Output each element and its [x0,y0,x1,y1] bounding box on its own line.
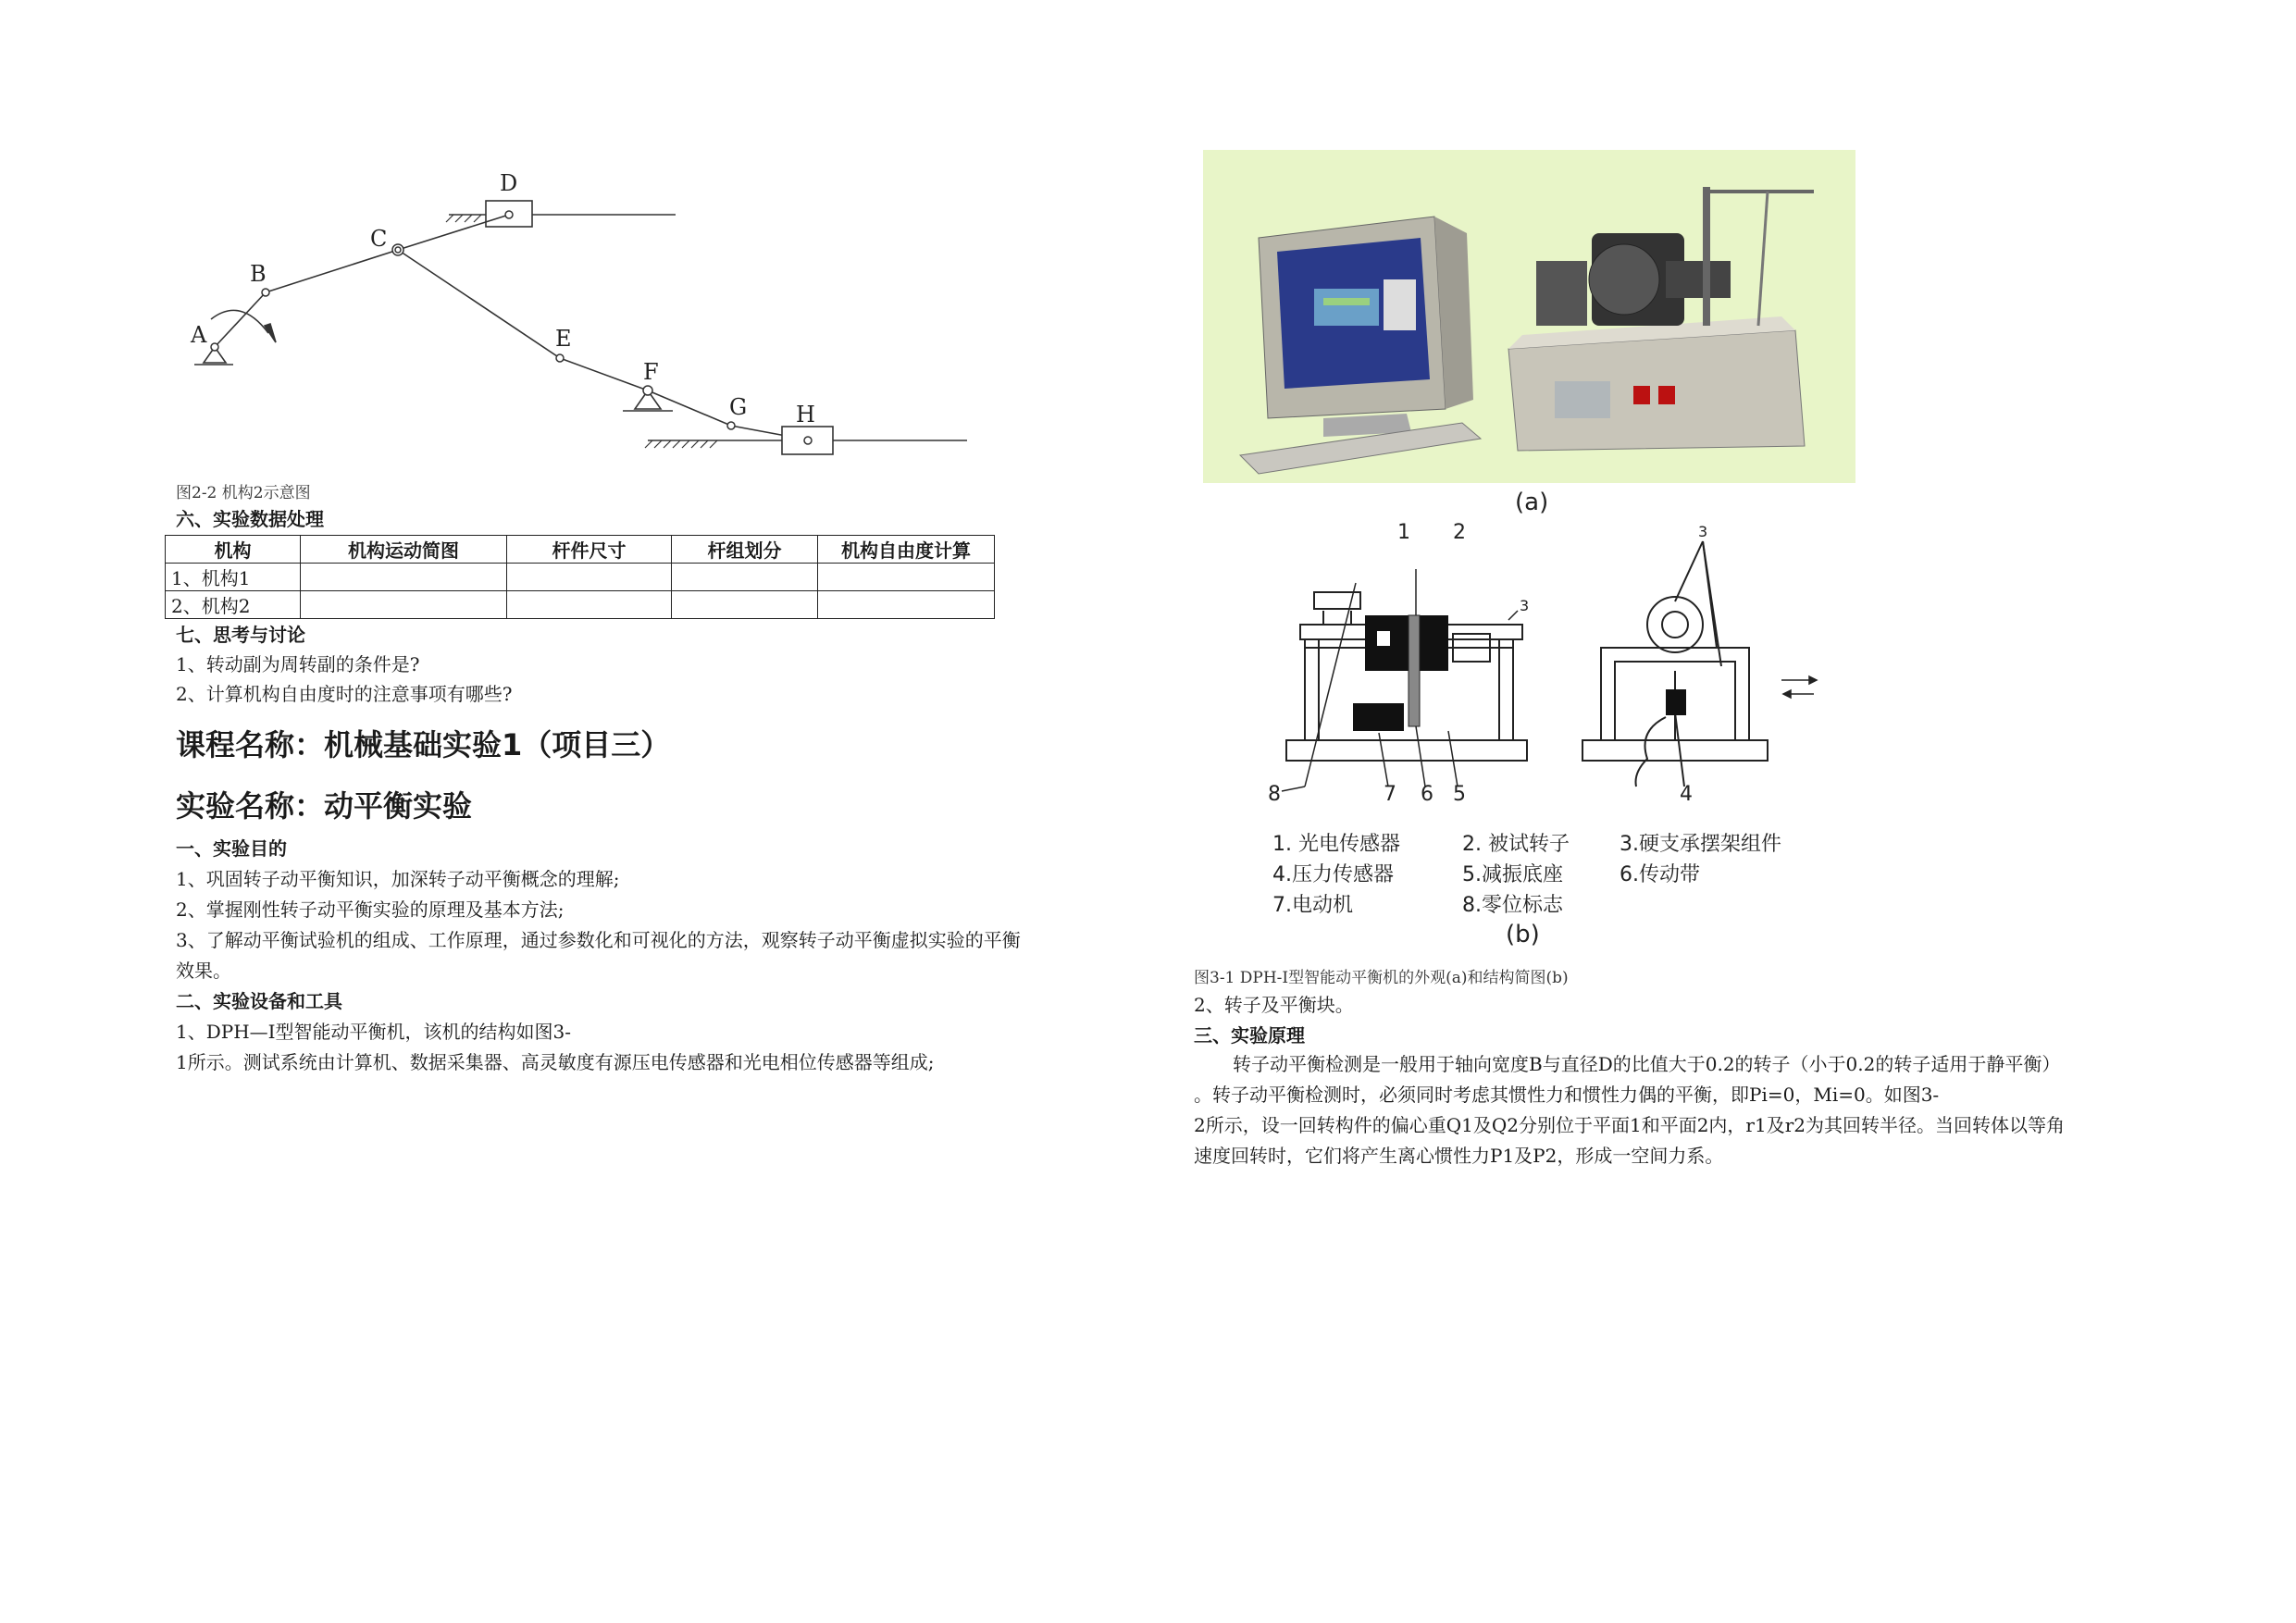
struct-num-3b: 3 [1698,523,1708,540]
struct-num-8: 8 [1268,783,1281,806]
label-E: E [555,326,572,352]
label-G: G [729,394,748,420]
question-2: 2、计算机构自由度时的注意事项有哪些? [176,683,513,705]
label-C: C [370,226,388,252]
table-cell: 2、机构2 [166,591,301,619]
structure-diagram [1268,518,1842,814]
label-D: D [500,170,518,196]
table-row [166,591,995,619]
table-header: 机构运动简图 [301,536,507,564]
section6-title: 六、实验数据处理 [176,508,324,530]
label-A: A [191,322,207,348]
legend-item: 3.硬支承摆架组件 [1620,833,1781,856]
sec3-title: 三、实验原理 [1194,1024,1305,1047]
sec2-line-2: 1所示。测试系统由计算机、数据采集器、高灵敏度有源压电传感器和光电相位传感器等组成; [176,1051,935,1073]
principle-line-3: 2所示，设一回转构件的偏心重Q1及Q2分别位于平面1和平面2内，r1及r2为其回转半径。当回转体以等角 [1194,1114,2065,1136]
mechanism-caption: 图2-2 机构2示意图 [176,484,311,502]
course-title: 课程名称：机械基础实验1（项目三） [176,727,671,762]
struct-num-1: 1 [1397,521,1410,544]
struct-num-4: 4 [1680,783,1693,806]
table-cell [672,564,818,591]
sec1-item-2: 2、掌握刚性转子动平衡实验的原理及基本方法; [176,898,565,921]
table-cell: 1、机构1 [166,564,301,591]
motor-block [1353,703,1404,731]
sec2-line-1: 1、DPH—I型智能动平衡机，该机的结构如图3- [176,1021,572,1043]
legend-item: 4.压力传感器 [1272,863,1394,886]
structure-label: (b) [1506,921,1540,948]
struct-num-5: 5 [1453,783,1466,806]
legend-item: 7.电动机 [1272,894,1353,917]
struct-num-7: 7 [1384,783,1396,806]
table-cell [301,564,507,591]
principle-line-1: 转子动平衡检测是一般用于轴向宽度B与直径D的比值大于0.2的转子（小于0.2的转子适用于静平衡） [1233,1053,2061,1075]
table-header-row [166,536,995,564]
figure-caption: 图3-1 DPH-I型智能动平衡机的外观(a)和结构简图(b) [1194,969,1569,987]
struct-num-3a: 3 [1520,597,1530,614]
sec1-item-1: 1、巩固转子动平衡知识，加深转子动平衡概念的理解; [176,868,620,890]
question-1: 1、转动副为周转副的条件是? [176,653,420,675]
table-row [166,564,995,591]
legend-item: 8.零位标志 [1462,894,1563,917]
section7-title: 七、思考与讨论 [176,624,305,646]
table-header: 机构自由度计算 [818,536,995,564]
sec1-title: 一、实验目的 [176,837,287,860]
struct-num-2: 2 [1453,521,1466,544]
balancing-machine-photo [1203,150,1855,483]
table-header: 杆件尺寸 [507,536,672,564]
table-cell [818,564,995,591]
table-cell [818,591,995,619]
label-H: H [796,402,815,427]
principle-line-2: 。转子动平衡检测时，必须同时考虑其惯性力和惯性力偶的平衡，即Pi=0，Mi=0。如图3- [1194,1084,1940,1106]
label-F: F [643,359,659,385]
experiment-title: 实验名称：动平衡实验 [176,788,473,824]
table-header: 机构 [166,536,301,564]
mechanism-diagram [176,157,990,472]
legend-item: 5.减振底座 [1462,863,1563,886]
table-cell [672,591,818,619]
photo-label: (a) [1515,489,1549,516]
legend-item: 1. 光电传感器 [1272,833,1400,856]
item-2: 2、转子及平衡块。 [1194,994,1354,1016]
monitor-image [1259,217,1473,437]
table-header: 杆组划分 [672,536,818,564]
struct-num-6: 6 [1421,783,1433,806]
sec1-item-3: 3、了解动平衡试验机的组成、工作原理，通过参数化和可视化的方法，观察转子动平衡虚拟实验的平衡 [176,929,1021,951]
legend-item: 2. 被试转子 [1462,833,1570,856]
table-cell [301,591,507,619]
table-cell [507,564,672,591]
sec1-item-3-cont: 效果。 [176,960,231,982]
data-table [165,535,995,619]
sec2-title: 二、实验设备和工具 [176,990,342,1012]
table-cell [507,591,672,619]
label-B: B [250,261,267,287]
legend-item: 6.传动带 [1620,863,1700,886]
principle-line-4: 速度回转时，它们将产生离心惯性力P1及P2，形成一空间力系。 [1194,1145,1724,1167]
